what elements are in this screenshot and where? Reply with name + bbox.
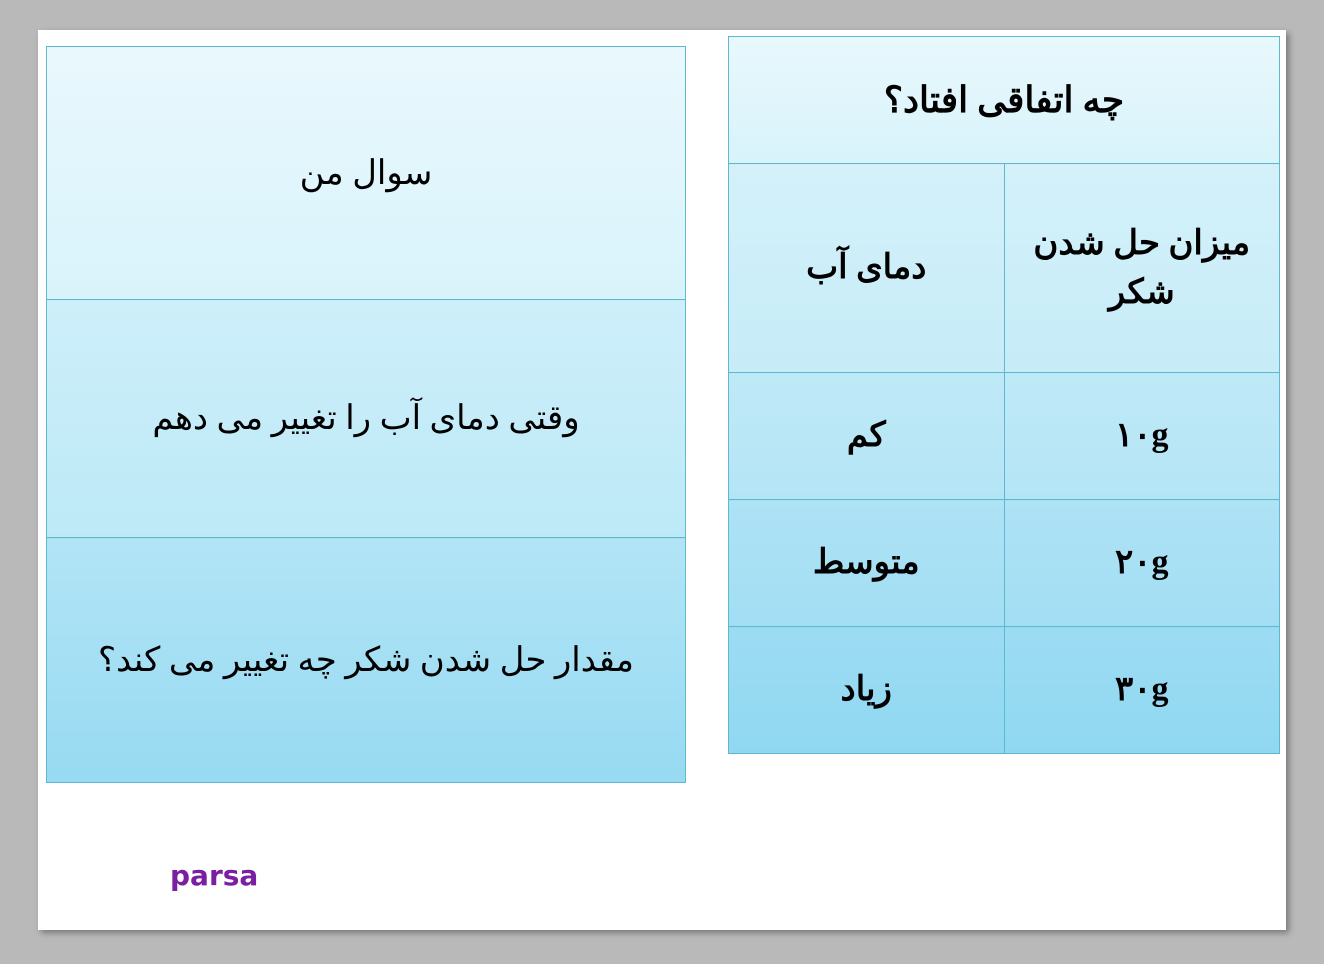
question-line2-row (47, 538, 686, 783)
header-water-temperature: دمای آب (729, 164, 1005, 373)
cell-amount-2 (1004, 500, 1280, 627)
cell-temperature-2: متوسط (729, 500, 1005, 627)
table-row (729, 373, 1280, 500)
question-outcome-text: مقدار حل شدن شکر چه تغییر می کند؟ (47, 538, 686, 783)
cell-amount-1 (1004, 373, 1280, 500)
table-row (729, 500, 1280, 627)
cell-temperature-1: کم (729, 373, 1005, 500)
slide-canvas (38, 30, 1286, 930)
question-title-row (47, 47, 686, 300)
amount-value-2: ۲۰g (1114, 544, 1169, 582)
table-row (729, 627, 1280, 754)
slide-content (38, 30, 1286, 930)
question-table-title: سوال من (47, 47, 686, 300)
cell-amount-3 (1004, 627, 1280, 754)
question-line1-row (47, 300, 686, 538)
question-table (46, 46, 686, 783)
cell-temperature-3: زیاد (729, 627, 1005, 754)
header-sugar-amount: میزان حل شدن شکر (1004, 164, 1280, 373)
results-table (728, 36, 1280, 754)
results-title-row (729, 37, 1280, 164)
question-condition-text: وقتی دمای آب را تغییر می دهم (47, 300, 686, 538)
results-header-row (729, 164, 1280, 373)
amount-value-3: ۳۰g (1114, 671, 1169, 709)
amount-value-1: ۱۰g (1114, 417, 1169, 455)
results-table-title: چه اتفاقی افتاد؟ (729, 37, 1280, 164)
watermark-label: parsa (170, 859, 259, 892)
